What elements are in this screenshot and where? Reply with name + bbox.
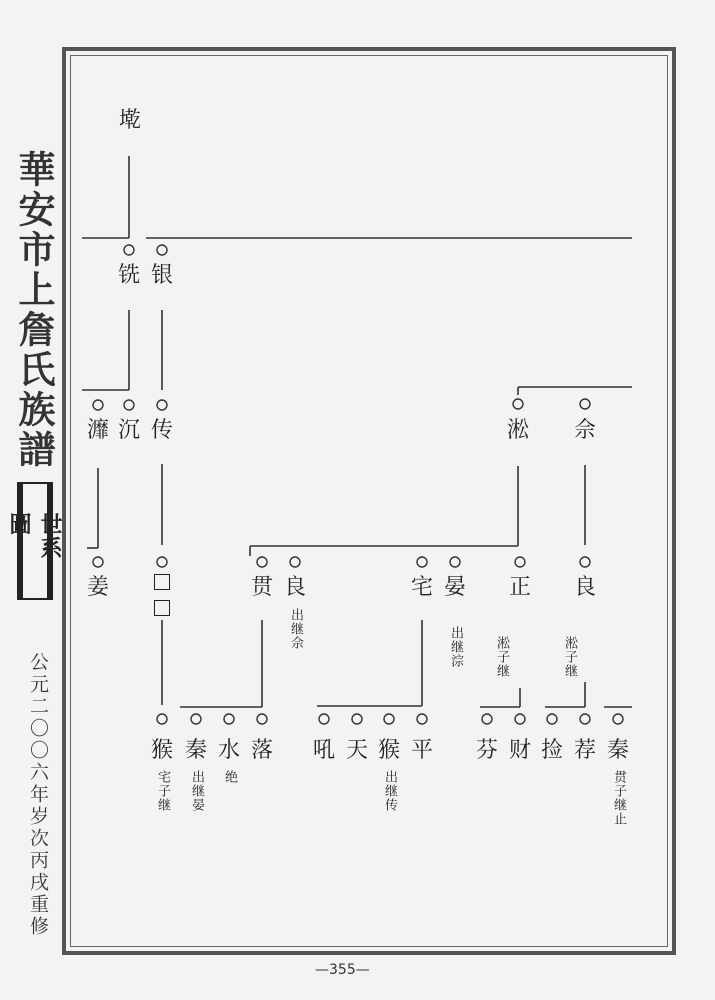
node-marker — [613, 714, 623, 724]
node-marker — [352, 714, 362, 724]
node-marker — [417, 557, 427, 567]
node-marker — [124, 245, 134, 255]
person-g4: 落 — [250, 738, 273, 763]
person-g2: 沉 — [117, 418, 140, 443]
person-g4: 芬 — [475, 738, 498, 763]
person-g2: 灖 — [86, 418, 109, 443]
note-adoption: 出继淙 — [448, 626, 463, 668]
node-marker — [515, 714, 525, 724]
node-marker — [580, 557, 590, 567]
node-marker — [547, 714, 557, 724]
person-g3: 正 — [508, 575, 531, 600]
section-label-text: 世系圖 — [6, 512, 63, 561]
note-adoption: 绝 — [222, 770, 237, 784]
person-g3: 贯 — [250, 575, 273, 600]
node-marker — [513, 399, 523, 409]
node-marker — [450, 557, 460, 567]
node-marker — [257, 714, 267, 724]
person-g4: 天 — [345, 738, 368, 763]
person-g4: 平 — [410, 738, 433, 763]
node-marker — [515, 557, 525, 567]
person-g4: 捡 — [540, 738, 563, 763]
node-marker — [191, 714, 201, 724]
node-marker — [157, 400, 167, 410]
note-adoption: 淞子继 — [494, 636, 509, 678]
node-marker — [319, 714, 329, 724]
note-adoption: 淞子继 — [562, 636, 577, 678]
person-g3: 晏 — [443, 575, 466, 600]
person-g2: 佘 — [573, 418, 596, 443]
person-g4: 水 — [217, 738, 240, 763]
revision-date: 公元二〇〇六年岁次丙戌重修 — [27, 652, 49, 938]
genealogy-title: 華安市上詹氏族譜 — [12, 150, 56, 470]
node-marker — [93, 557, 103, 567]
node-marker — [93, 400, 103, 410]
node-marker — [482, 714, 492, 724]
node-marker — [257, 557, 267, 567]
unknown-name-box — [154, 574, 170, 590]
person-g2: 淞 — [506, 418, 529, 443]
person-g3: 宅 — [410, 575, 433, 600]
person-g4: 猴 — [377, 738, 400, 763]
node-marker — [580, 714, 590, 724]
node-marker — [157, 714, 167, 724]
person-g3: 良 — [283, 575, 306, 600]
note-adoption: 出继传 — [382, 770, 397, 812]
node-marker — [417, 714, 427, 724]
unknown-name-box — [154, 600, 170, 616]
person-g4: 荐 — [573, 738, 596, 763]
node-marker — [157, 557, 167, 567]
node-marker — [384, 714, 394, 724]
person-g1: 银 — [150, 263, 173, 288]
person-g4: 秦 — [184, 738, 207, 763]
node-marker — [224, 714, 234, 724]
node-marker — [124, 400, 134, 410]
person-g3: 姜 — [86, 575, 109, 600]
note-adoption: 贯子继止 — [611, 770, 626, 826]
page-number: —355— — [315, 962, 370, 978]
person-g3: 良 — [573, 575, 596, 600]
node-marker — [580, 399, 590, 409]
note-adoption: 出继佘 — [288, 608, 303, 650]
person-g4: 猴 — [150, 738, 173, 763]
person-g2: 传 — [150, 418, 173, 443]
person-g4: 秦 — [606, 738, 629, 763]
node-marker — [157, 245, 167, 255]
person-root: 墘 — [118, 108, 141, 133]
person-g1: 铣 — [117, 263, 140, 288]
node-marker — [290, 557, 300, 567]
note-adoption: 出继晏 — [189, 770, 204, 812]
person-g4: 吼 — [312, 738, 335, 763]
note-adoption: 宅子继 — [155, 770, 170, 812]
person-g4: 财 — [508, 738, 531, 763]
